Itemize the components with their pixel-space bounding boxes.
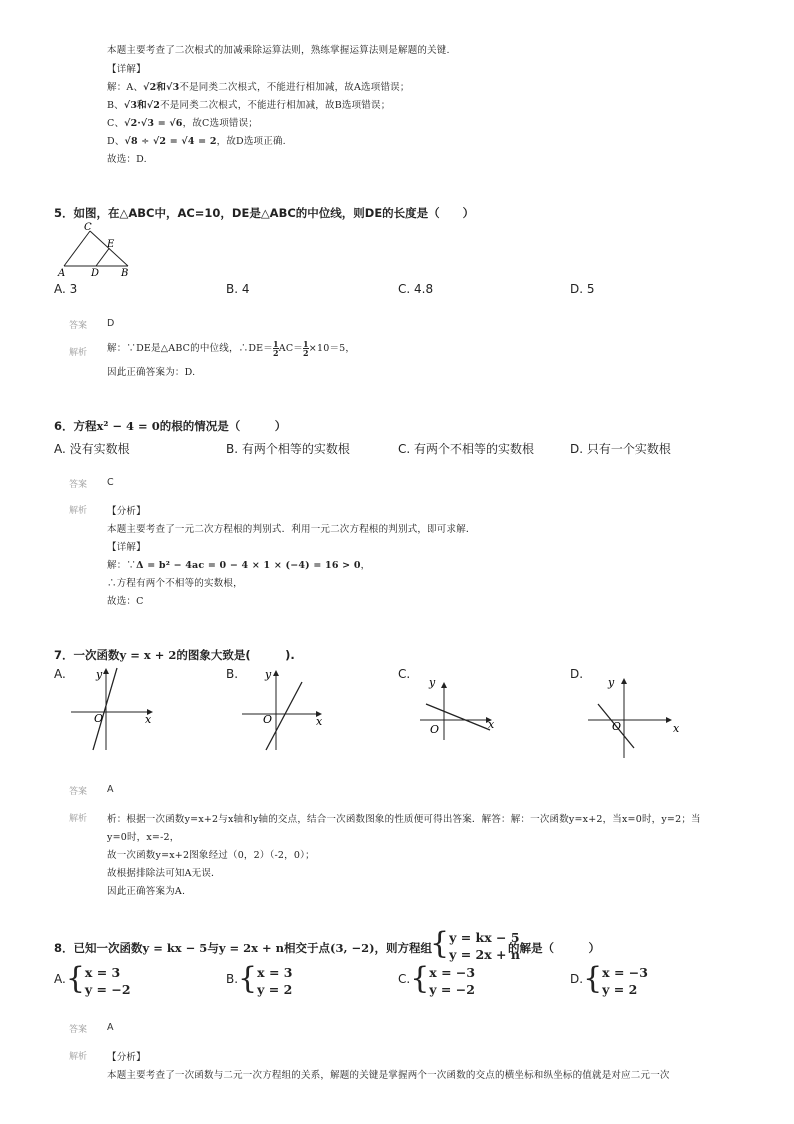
- q8-stem-sys-line1: y = kx − 5: [449, 930, 520, 945]
- q6-stem: [54, 418, 286, 434]
- q5-analysis-label: 解析: [69, 348, 88, 358]
- q8-answer: A: [107, 1022, 114, 1033]
- q5-analysis-text-pre: 解：∵DE是△ABC的中位线，∴DE＝: [107, 343, 273, 354]
- q5-analysis-text-post: ×10＝5，: [308, 343, 356, 354]
- q8-analysis-line1: 本题主要考查了一次函数与二元一次方程组的关系，解题的关键是掌握两个一次函数的交点的横坐标和纵坐标的值就是对应二元一次: [107, 1070, 670, 1081]
- q6-option-b[interactable]: B. 有两个相等的实数根: [226, 442, 350, 456]
- prev-line-d-prefix: D、: [107, 136, 125, 147]
- q7-option-d-letter[interactable]: D.: [570, 667, 584, 681]
- prev-line-a: [107, 79, 410, 93]
- q5-option-c[interactable]: C. 4.8: [398, 282, 434, 296]
- q8-option-b-line1: x = 3: [257, 965, 293, 980]
- q8-stem-part1: [54, 940, 432, 956]
- q8-stem-mid1: 与: [207, 941, 219, 955]
- q5-label-e: E: [107, 239, 115, 250]
- prev-line-d-text: ，故D选项正确.: [216, 136, 286, 147]
- q5-label-d: D: [91, 268, 100, 278]
- prev-line-d: [107, 133, 286, 147]
- q6-option-c[interactable]: C. 有两个不相等的实数根: [398, 442, 535, 456]
- q6-detail-tag: 【详解】: [107, 542, 146, 553]
- q8-option-b-line2: y = 2: [257, 982, 293, 997]
- q6-line2-math: Δ = b² − 4ac = 0 − 4 × 1 × (−4) = 16 > 0: [136, 560, 361, 571]
- q8-analysis-label: 解析: [69, 1052, 88, 1062]
- q6-line2-prefix: 解：∵: [107, 560, 137, 571]
- prev-line-b-prefix: B、: [107, 100, 124, 111]
- q8-option-d[interactable]: $^{D.}${ x = −3 y = 2: [570, 961, 648, 997]
- q5-answer-label: 答案: [69, 321, 88, 331]
- q6-stem-math: x² − 4 = 0: [96, 419, 160, 433]
- q6-analysis-line3: ∴方程有两个不相等的实数根，: [107, 578, 243, 589]
- q8-option-a-line2: y = −2: [84, 982, 131, 997]
- q5-answer: D: [107, 318, 115, 329]
- q6-line2-suffix: ，: [360, 560, 371, 571]
- q8-stem-system: [430, 926, 520, 963]
- q7-analysis-line3: 故一次函数y=x+2图象经过（0，2）（-2，0）；: [107, 850, 315, 861]
- q7-stem-math: y = x + 2: [119, 648, 177, 662]
- q7-a-y-label: y: [96, 668, 103, 681]
- q5-option-d[interactable]: D. 5: [570, 282, 595, 296]
- q6-stem-prefix: 6．方程: [54, 419, 97, 433]
- q7-answer-label: 答案: [69, 787, 88, 797]
- q7-analysis-label: 解析: [69, 814, 88, 824]
- prev-detail-tag: 【详解】: [107, 64, 146, 75]
- q5-label-c: C: [84, 222, 92, 233]
- q8-stem-sys-line2: y = 2x + n: [449, 947, 520, 962]
- q7-option-c-letter[interactable]: C.: [398, 667, 411, 681]
- q7-c-x-label: x: [488, 718, 495, 731]
- q8-option-c[interactable]: $^{C.}${ x = −3 y = −2: [398, 961, 476, 997]
- q7-analysis-line5: 因此正确答案为A.: [107, 886, 186, 897]
- q7-answer: A: [107, 784, 114, 795]
- q8-option-c-line2: y = −2: [429, 982, 475, 997]
- q8-stem-prefix: 8．已知一次函数: [54, 941, 143, 955]
- q6-option-d[interactable]: D. 只有一个实数根: [570, 442, 671, 456]
- q8-stem-brace: {: [430, 926, 450, 961]
- q5-fraction-1: $\frac{1}{2}$: [273, 339, 279, 358]
- q5-label-b: B: [121, 268, 129, 278]
- q7-option-a-letter[interactable]: A.: [54, 667, 66, 681]
- prev-line-b: [107, 97, 390, 111]
- q8-stem-math3: (3, −2): [330, 941, 375, 955]
- prev-line-a-math: √2和√3: [143, 82, 180, 93]
- q7-d-y-label: y: [608, 676, 615, 689]
- prev-line-c-prefix: C、: [107, 118, 125, 129]
- q7-analysis-line2: y=0时，x=-2，: [107, 832, 180, 843]
- q8-option-a-letter: A.: [54, 972, 66, 986]
- q8-stem-part2: 的解是（ ）: [508, 941, 600, 955]
- q7-graph-d[interactable]: [586, 672, 686, 764]
- q8-option-b-letter: B.: [226, 972, 239, 986]
- q7-graph-c[interactable]: [418, 670, 508, 762]
- prev-line-b-text: 不是同类二次根式，不能进行相加减，故B选项错误；: [160, 100, 391, 111]
- q7-option-b-letter[interactable]: B.: [226, 667, 239, 681]
- q6-fenxi-tag: 【分析】: [107, 506, 146, 517]
- prev-line-c-math: √2·√3 = √6: [124, 118, 183, 129]
- q6-answer-label: 答案: [69, 480, 88, 490]
- q8-option-c-letter: C.: [398, 972, 411, 986]
- prev-choose: 故选：D.: [107, 154, 147, 165]
- q7-d-origin-label: O: [612, 720, 622, 733]
- q8-fenxi-tag: 【分析】: [107, 1052, 146, 1063]
- prev-line-b-math: √3和√2: [123, 100, 161, 111]
- q8-option-d-line2: y = 2: [602, 982, 638, 997]
- q8-stem-mid2: 相交于点: [284, 941, 330, 955]
- q7-graph-a[interactable]: [66, 662, 166, 754]
- q5-fraction-2: $\frac{1}{2}$: [303, 339, 309, 358]
- q7-a-x-label: x: [145, 713, 152, 726]
- q8-option-c-line1: x = −3: [429, 965, 476, 980]
- prev-line-a-prefix: 解：A、: [107, 82, 144, 93]
- q6-option-a[interactable]: A. 没有实数根: [54, 442, 130, 456]
- q7-analysis-line1: 析：根据一次函数y=x+2与x轴和y轴的交点，结合一次函数图象的性质便可得出答案．解答：解：一次函数y=x+2，当x=0时，y=2；当: [107, 814, 701, 825]
- q6-choose: 故选：C: [107, 596, 144, 607]
- q5-option-b[interactable]: B. 4: [226, 282, 250, 296]
- q8-option-b[interactable]: $^{B.}${ x = 3 y = 2: [226, 961, 293, 997]
- q6-analysis-line1: 本题主要考查了一元二次方程根的判别式．利用一元二次方程根的判别式，即可求解．: [107, 524, 476, 535]
- q8-option-d-line1: x = −3: [602, 965, 648, 980]
- prev-line-c-text: ，故C选项错误；: [182, 118, 258, 129]
- q7-stem: [54, 647, 295, 663]
- q7-stem-suffix: 的图象大致是( ).: [176, 648, 295, 662]
- q8-stem-math2: y = 2x + n: [218, 941, 284, 955]
- q5-label-a: A: [58, 268, 66, 278]
- q5-analysis-line1: [107, 340, 355, 357]
- q7-a-origin-label: O: [94, 712, 104, 725]
- q6-analysis-line2: [107, 557, 370, 571]
- q8-option-d-letter: D.: [570, 972, 584, 986]
- q7-b-x-label: x: [316, 715, 323, 728]
- q5-triangle-figure: [56, 220, 136, 278]
- q7-c-origin-label: O: [430, 723, 440, 736]
- q6-analysis-label: 解析: [69, 506, 88, 516]
- q7-b-origin-label: O: [263, 713, 273, 726]
- q8-option-a[interactable]: $^{A.}${ x = 3 y = −2: [54, 961, 131, 997]
- q8-stem-mid3: ，则方程组: [374, 941, 433, 955]
- q8-answer-label: 答案: [69, 1025, 88, 1035]
- q7-analysis-line4: 故根据排除法可知A无误．: [107, 868, 221, 879]
- q8-option-a-line1: x = 3: [84, 965, 121, 980]
- prev-line-a-text: 不是同类二次根式，不能进行相加减，故A选项错误；: [179, 82, 410, 93]
- q5-analysis-text-mid: AC＝: [278, 343, 304, 354]
- q7-graph-b[interactable]: [236, 662, 336, 754]
- q5-stem: 5．如图，在△ABC中，AC=10，DE是△ABC的中位线，则DE的长度是（ ）: [54, 206, 475, 220]
- q7-stem-prefix: 7．一次函数: [54, 648, 120, 662]
- prev-line-d-math: √8 ÷ √2 = √4 = 2: [124, 136, 217, 147]
- q7-b-y-label: y: [265, 668, 272, 681]
- q5-analysis-line2: 因此正确答案为：D.: [107, 367, 196, 378]
- q8-stem-math1: y = kx − 5: [142, 941, 208, 955]
- q6-answer: C: [107, 477, 114, 488]
- prev-intro: 本题主要考查了二次根式的加减乘除运算法则，熟练掌握运算法则是解题的关键.: [107, 45, 450, 56]
- q5-option-a[interactable]: A. 3: [54, 282, 78, 296]
- q7-d-x-label: x: [673, 722, 680, 735]
- prev-line-c: [107, 115, 258, 129]
- q7-c-y-label: y: [429, 676, 436, 689]
- q6-stem-suffix: 的根的情况是（ ）: [159, 419, 287, 433]
